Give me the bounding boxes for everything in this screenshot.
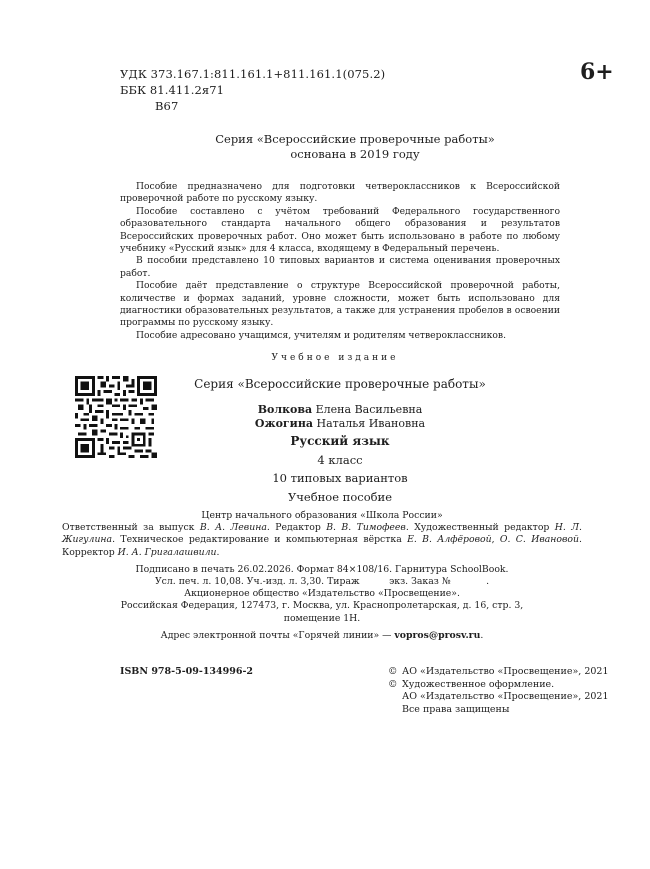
- credit-separator: .: [216, 546, 220, 558]
- credit-name: Н. Л. Жигулина: [62, 522, 582, 546]
- copyright-block: [388, 666, 609, 716]
- series-header-line2: основана в 2019 году: [290, 147, 420, 161]
- credit-label: Ответственный за выпуск: [62, 522, 200, 534]
- hotline-email-link[interactable]: vopros@prosv.ru: [394, 629, 481, 641]
- copyright-icon: ©: [388, 678, 398, 690]
- annotation-paragraph: В пособии представлено 10 типовых вариантов и система оценивания проверочных работ.: [120, 255, 560, 279]
- annotation: [120, 181, 560, 342]
- series-header-line1: Серия «Всероссийские проверочные работы»: [215, 132, 495, 146]
- credit-name: Е. В. Алфёровой: [407, 534, 492, 546]
- imprint-credits: [62, 522, 582, 559]
- isbn: ISBN 978-5-09-134996-2: [120, 666, 254, 677]
- udk-code: УДК 373.167.1:811.161.1+811.161.1(075.2): [120, 67, 386, 81]
- credit-label: . Корректор: [62, 534, 582, 558]
- classification-codes: [120, 66, 385, 114]
- hotline-suffix: .: [480, 629, 484, 641]
- imprint-hotline: [62, 630, 582, 642]
- qr-code-icon[interactable]: [75, 376, 157, 458]
- series-title: Серия «Всероссийские проверочные работы»: [194, 377, 486, 391]
- credit-label: . Редактор: [266, 522, 327, 534]
- credit-name: В. В. Тимофеев: [326, 522, 406, 534]
- variants-count: 10 типовых вариантов: [272, 471, 408, 485]
- grade: 4 класс: [317, 453, 363, 467]
- copyright-icon: ©: [388, 666, 398, 677]
- credit-name: О. С. Ивановой: [499, 534, 579, 546]
- copyright-line: Художественное оформление.: [402, 678, 555, 690]
- annotation-paragraph: Пособие даёт представление о структуре Всероссийской проверочной работы, количестве и формах заданий, уровне сложности, может быть использовано для диагностики образовательных результатов, а также для устранения пробелов в освоении программы по русскому языку.: [120, 280, 560, 329]
- series-header: [0, 132, 650, 162]
- annotation-paragraph: Пособие предназначено для подготовки четвероклассников к Всероссийской проверочной работе по русскому языку.: [120, 181, 560, 205]
- author-name: Елена Васильевна: [315, 403, 423, 416]
- hotline-label: Адрес электронной почты «Горячей линии» —: [160, 629, 395, 641]
- imprint-address-line2: помещение 1Н.: [283, 612, 361, 624]
- bbk-code: ББК 81.411.2я71: [120, 83, 225, 97]
- author-surname: Ожогина: [254, 417, 313, 430]
- credit-name: И. А. Григалашвили: [117, 546, 217, 558]
- imprint-signed: Подписано в печать 26.02.2026. Формат 84×108/16. Гарнитура SchoolBook.: [135, 563, 509, 575]
- imprint-address-line1: Российская Федерация, 127473, г. Москва, ул. Краснопролетарская, д. 16, стр. 3,: [120, 600, 524, 612]
- annotation-paragraph: Пособие составлено с учётом требований Федерального государственного образовательного стандарта начального общего образования и результатов Всероссийских проверочных работ. Оно может быть использовано в работе по любому учебнику «Русский язык» для 4 класса, входящему в Федеральный перечень.: [120, 205, 560, 255]
- author: [180, 417, 500, 431]
- annotation-paragraph: Пособие адресовано учащимся, учителям и родителям четвероклассников.: [136, 329, 506, 341]
- credit-label: . Художественный редактор: [405, 522, 555, 534]
- copyright-line: Все права защищены: [402, 703, 510, 715]
- author: [180, 403, 500, 417]
- imprint: [62, 510, 582, 642]
- imprint-publisher: Акционерное общество «Издательство «Просвещение».: [184, 588, 460, 600]
- subject-title: Русский язык: [290, 434, 390, 448]
- age-rating: 6+: [580, 59, 614, 85]
- authors: [180, 403, 500, 431]
- author-name: Наталья Ивановна: [316, 417, 426, 430]
- credit-separator: ,: [491, 534, 500, 546]
- author-mark: В67: [155, 99, 179, 113]
- credit-name: В. А. Левина: [199, 522, 267, 534]
- copyright-line: АО «Издательство «Просвещение», 2021: [402, 666, 609, 677]
- copyright-line: АО «Издательство «Просвещение», 2021: [402, 691, 609, 702]
- edition-type: Учебное издание: [271, 353, 399, 363]
- book-kind: Учебное пособие: [287, 490, 393, 504]
- author-surname: Волкова: [257, 403, 313, 416]
- imprint-center: Центр начального образования «Школа России»: [201, 510, 443, 521]
- imprint-sheets: Усл. печ. л. 10,08. Уч.-изд. л. 3,30. Тираж экз. Заказ № .: [154, 576, 490, 588]
- credit-label: . Техническое редактирование и компьютерная вёрстка: [112, 534, 408, 546]
